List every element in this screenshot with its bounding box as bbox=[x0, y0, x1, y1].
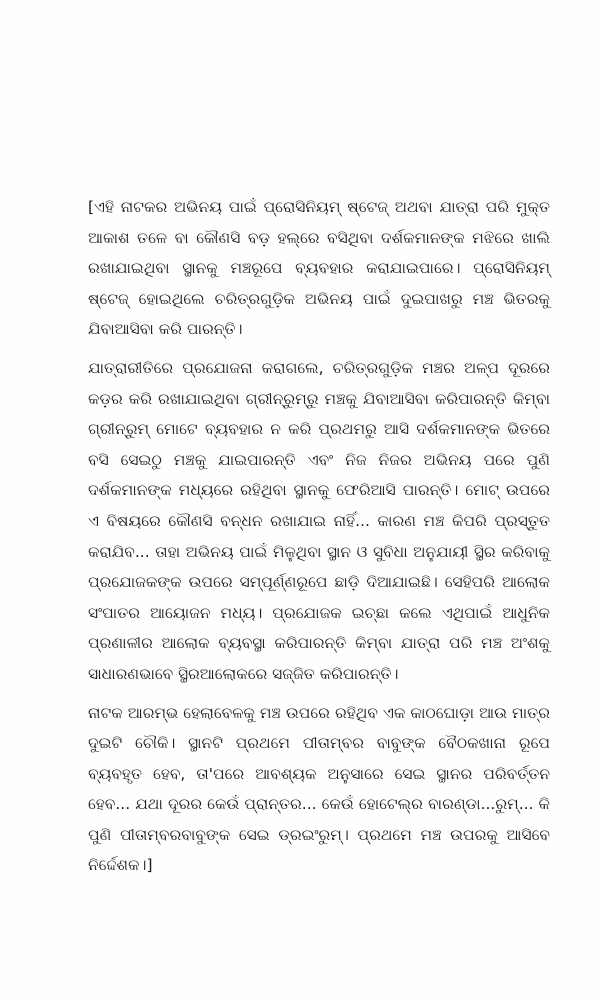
paragraph-staging: [ଏହି ନାଟକର ଅଭିନୟ ପାଇଁ ପ୍ରୋସିନିୟମ୍ ଷ୍ଟେଜ୍ ଅଥବା ଯାତ୍ରା ପରି ମୁକ୍ତ ଆକାଶ ତଳେ ବା କୌଣସି ବଡ଼ ହଲ୍‌ରେ ବସିଥିବା ଦର୍ଶକମାନଙ୍କ ମଝିରେ ଖାଲି ରଖାଯାଇଥିବା ସ୍ଥାନକୁ ମଞ୍ଚରୂପେ ବ୍ୟବହାର କରାଯାଇପାରେ। ପ୍ରୋସିନିୟମ୍ ଷ୍ଟେଜ୍ ହୋଇଥିଲେ ଚରିତ୍ରଗୁଡ଼ିକ ଅଭିନୟ ପାଇଁ ଦୁଇପାଖରୁ ମଞ୍ଚ ଭିତରକୁ ଯିବାଆସିବା କରି ପାରନ୍ତି। bbox=[88, 198, 550, 339]
paragraph-opening-scene: ନାଟକ ଆରମ୍ଭ ହେଲାବେଳକୁ ମଞ୍ଚ ଉପରେ ରହିଥିବ ଏକ କାଠଘୋଡ଼ା ଆଉ ମାତ୍ର ଦୁଇଟି ଚୌକି। ସ୍ଥାନଟି ପ୍ରଥମେ ପୀତାମ୍ବର ବାବୁଙ୍କ ବୈଠକଖାନା ରୂପେ ବ୍ୟବହୃତ ହେବ, ତା'ପରେ ଆବଶ୍ୟକ ଅନୁସାରେ ସେଇ ସ୍ଥାନର ପରିବର୍ତ୍ତନ ହେବ... ଯଥା ଦୂରର କେଉଁ ପ୍ରାନ୍ତର... କେଉଁ ହୋଟେଲ୍‌ର ବାରଣ୍ଡା...ରୁମ୍... କି ପୁଣି ପୀତାମ୍ବରବାବୁଙ୍କ ସେଇ ଡ୍ରଇଂରୁମ୍। ପ୍ରଥମେ ମଞ୍ଚ ଉପରକୁ ଆସିବେ ନିର୍ଦ୍ଦେଶକ।] bbox=[88, 703, 550, 875]
stage-direction-text bbox=[88, 192, 550, 881]
paragraph-jatra-style: ଯାତ୍ରାରୀତିରେ ପ୍ରଯୋଜନା କରାଗଲେ, ଚରିତ୍ରଗୁଡ଼ିକ ମଞ୍ଚର ଅଳ୍ପ ଦୂରରେ କଡ଼ର କରି ରଖାଯାଇଥିବା ଗ୍ରୀନ୍‌ରୁମ୍‌ରୁ ମଞ୍ଚକୁ ଯିବାଆସିବା କରିପାରନ୍ତି କିମ୍ବା ଗ୍ରୀନ୍‌ରୁମ୍ ମୋଟେ ବ୍ୟବହାର ନ କରି ପ୍ରଥମରୁ ଆସି ଦର୍ଶକମାନଙ୍କ ଭିତରେ ବସି ସେଇଠୁ ମଞ୍ଚକୁ ଯାଇପାରନ୍ତି ଏବଂ ନିଜ ନିଜର ଅଭିନୟ ପରେ ପୁଣି ଦର୍ଶକମାନଙ୍କ ମଧ୍ୟରେ ରହିଥିବା ସ୍ଥାନକୁ ଫେରିଆସି ପାରନ୍ତି। ମୋଟ୍ ଉପରେ ଏ ବିଷୟରେ କୌଣସି ବନ୍ଧନ ରଖାଯାଇ ନାହିଁ... କାରଣ ମଞ୍ଚ କିପରି ପ୍ରସ୍ତୁତ କରାଯିବ... ତାହା ଅଭିନୟ ପାଇଁ ମିଳୁଥିବା ସ୍ଥାନ ଓ ସୁବିଧା ଅନୁଯାୟୀ ସ୍ଥିର କରିବାକୁ ପ୍ରଯୋଜକଙ୍କ ଉପରେ ସମ୍ପୂର୍ଣ୍ଣରୂପେ ଛାଡ଼ି ଦିଆଯାଇଛି। ସେହିପରି ଆଲୋକ ସଂପାତର ଆୟୋଜନ ମଧ୍ୟ। ପ୍ରଯୋଜକ ଇଚ୍ଛା କଲେ ଏଥିପାଇଁ ଆଧୁନିକ ପ୍ରଣାଳୀର ଆଲୋକ ବ୍ୟବସ୍ଥା କରିପାରନ୍ତି କିମ୍ବା ଯାତ୍ରା ପରି ମଞ୍ଚ ଅଂଶକୁ ସାଧାରଣଭାବେ ସ୍ଥିରଆଲୋକରେ ସଜ୍ଜିତ କରିପାରନ୍ତି। bbox=[88, 358, 550, 683]
